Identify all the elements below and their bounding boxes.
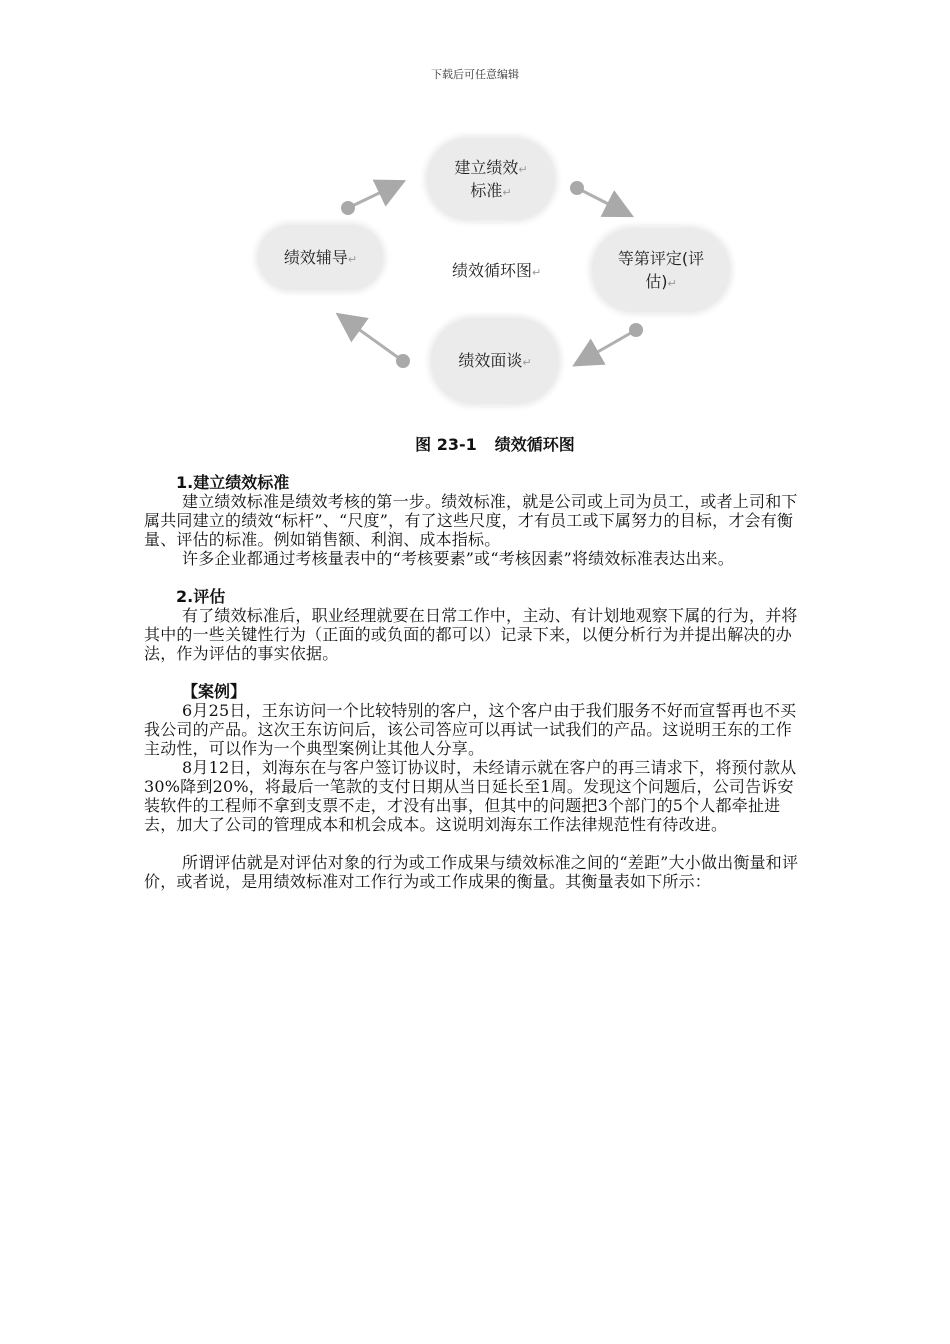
section-1-paragraph-1: 建立绩效标准是绩效考核的第一步。绩效标准，就是公司或上司为员工，或者上司和下属共同建立的绩效“标杆”、“尺度”，有了这些尺度，才有员工或下属努力的目标，才会有衡量、评估的标准。例如销售额、利润、成本指标。 [144,492,798,549]
document-body [144,473,808,891]
section-2-paragraph-1: 有了绩效标准后，职业经理就要在日常工作中，主动、有计划地观察下属的行为，并将其中的一些关键性行为（正面的或负面的都可以）记录下来，以便分析行为并提出解决的办法，作为评估的事实依据。 [144,606,798,663]
section-1-paragraph-2: 许多企业都通过考核量表中的“考核要素”或“考核因素”将绩效标准表达出来。 [182,549,734,568]
case-heading: 【案例】 [182,682,247,701]
arrow-left-to-top [341,184,398,215]
paragraph-mark-icon: ↵ [667,277,677,290]
arrow-right-to-bottom [580,323,643,362]
node-top-line2: 标准 [470,181,503,200]
case-paragraph-2: 8月12日，刘海东在与客户签订协议时，未经请示就在客户的再三请求下，将预付款从30%降到20%，将最后一笔款的支付日期从当日延长至1周。发现这个问题后，公司告诉安装软件的工程师不拿到支票不走，才没有出事，但其中的问题把3个部门的5个人都牵扯进去，加大了公司的管理成本和机会成本。这说明刘海东工作法律规范性有待改进。 [144,758,797,834]
paragraph-mark-icon: ↵ [347,252,358,266]
figure-title: 绩效循环图 [494,435,575,454]
case-paragraph-1: 6月25日，王东访问一个比较特别的客户，这个客户由于我们服务不好而宣誓再也不买我公司的产品。这次王东访问后，该公司答应可以再试一试我们的产品。这说明王东的工作主动性，可以作为一个典型案例让其他人分享。 [144,701,797,758]
paragraph-mark-icon: ↵ [522,356,532,370]
paragraph-mark-icon: ↵ [532,266,542,279]
closing-paragraph: 所谓评估就是对评估对象的行为或工作成果与绩效标准之间的“差距”大小做出衡量和评价，或者说，是用绩效标准对工作行为或工作成果的衡量。其衡量表如下所示： [144,853,799,891]
node-grade-evaluation [592,228,730,312]
paragraph-mark-icon: ↵ [502,186,512,199]
node-right-line2: 估) [645,272,668,291]
node-left-line1: 绩效辅导 [283,247,348,267]
figure-caption [0,432,950,455]
arrow-bottom-to-left [343,318,410,368]
diagram-center-label [452,258,541,281]
section-heading-2: 2.评估 [176,587,226,606]
node-establish-standard [427,138,555,220]
node-performance-interview [431,318,559,404]
node-top-line1: 建立绩效 [454,157,519,177]
center-label-text: 绩效循环图 [452,261,533,280]
node-performance-coaching [258,225,383,290]
node-bottom-line1: 绩效面谈 [458,351,523,371]
arrow-top-to-right [570,181,626,213]
section-heading-1: 1.建立绩效标准 [176,473,290,492]
paragraph-mark-icon: ↵ [518,162,528,176]
node-right-line1: 等第评定(评 [617,248,705,268]
page-header: 下载后可任意编辑 [431,68,519,81]
figure-number: 图 23-1 [415,435,477,454]
